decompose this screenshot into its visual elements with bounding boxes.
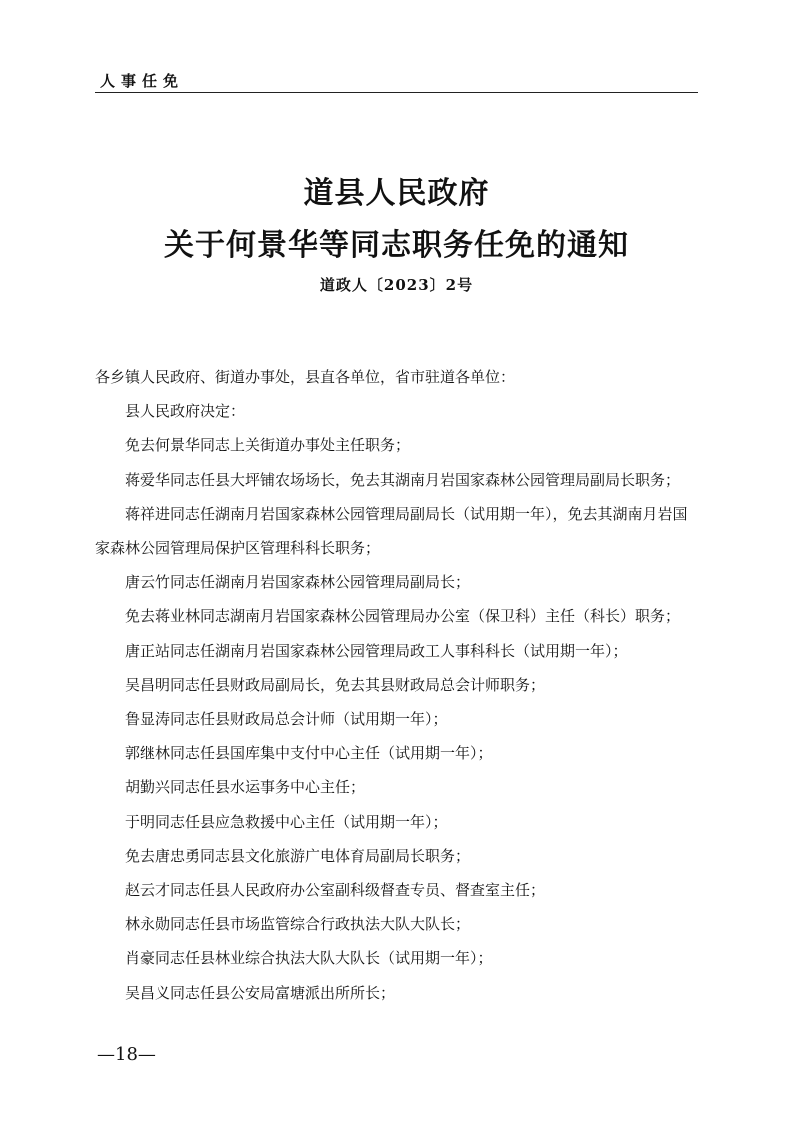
paragraph: 吴昌明同志任县财政局副局长，免去其县财政局总会计师职务；	[125, 675, 546, 694]
paragraph: 肖豪同志任县林业综合执法大队大队长（试用期一年）；	[125, 949, 493, 968]
paragraph: 蒋祥进同志任湖南月岩国家森林公园管理局副局长（试用期一年），免去其湖南月岩国家森林公园管理局保护区管理科科长职务；	[95, 504, 688, 558]
salutation: 各乡镇人民政府、街道办事处，县直各单位，省市驻道各单位：	[95, 368, 516, 386]
paragraph: 唐正站同志任湖南月岩国家森林公园管理局政工人事科科长（试用期一年）；	[125, 641, 628, 660]
paragraph: 林永勋同志任县市场监管综合行政执法大队大队长；	[125, 915, 471, 934]
paragraph: 郭继林同志任县国库集中支付中心主任（试用期一年）；	[125, 744, 493, 763]
paragraph: 唐云竹同志任湖南月岩国家森林公园管理局副局长；	[125, 573, 471, 592]
paragraph: 鲁显涛同志任县财政局总会计师（试用期一年）；	[125, 710, 448, 729]
running-header: 人事任免	[100, 72, 185, 90]
paragraph: 胡勤兴同志任县水运事务中心主任；	[125, 778, 366, 797]
paragraph: 吴昌义同志任县公安局富塘派出所所长；	[125, 983, 396, 1002]
paragraph: 免去蒋业林同志湖南月岩国家森林公园管理局办公室（保卫科）主任（科长）职务；	[125, 607, 681, 626]
header-divider	[95, 92, 698, 93]
document-title-line2: 关于何景华等同志职务任免的通知	[164, 228, 629, 263]
paragraph: 蒋爱华同志任县大坪铺农场场长，免去其湖南月岩国家森林公园管理局副局长职务；	[125, 470, 681, 489]
paragraph: 于明同志任县应急救援中心主任（试用期一年）；	[125, 812, 448, 831]
document-number: 道政人〔2023〕2号	[319, 276, 474, 294]
paragraph: 赵云才同志任县人民政府办公室副科级督查专员、督查室主任；	[125, 881, 546, 900]
page-number: —18—	[97, 1044, 156, 1065]
paragraph: 免去何景华同志上关街道办事处主任职务；	[125, 436, 411, 455]
document-title-line1: 道县人民政府	[303, 176, 490, 211]
document-body	[95, 360, 700, 1010]
paragraph: 县人民政府决定：	[125, 402, 246, 421]
paragraph: 免去唐忠勇同志县文化旅游广电体育局副局长职务；	[125, 846, 471, 865]
